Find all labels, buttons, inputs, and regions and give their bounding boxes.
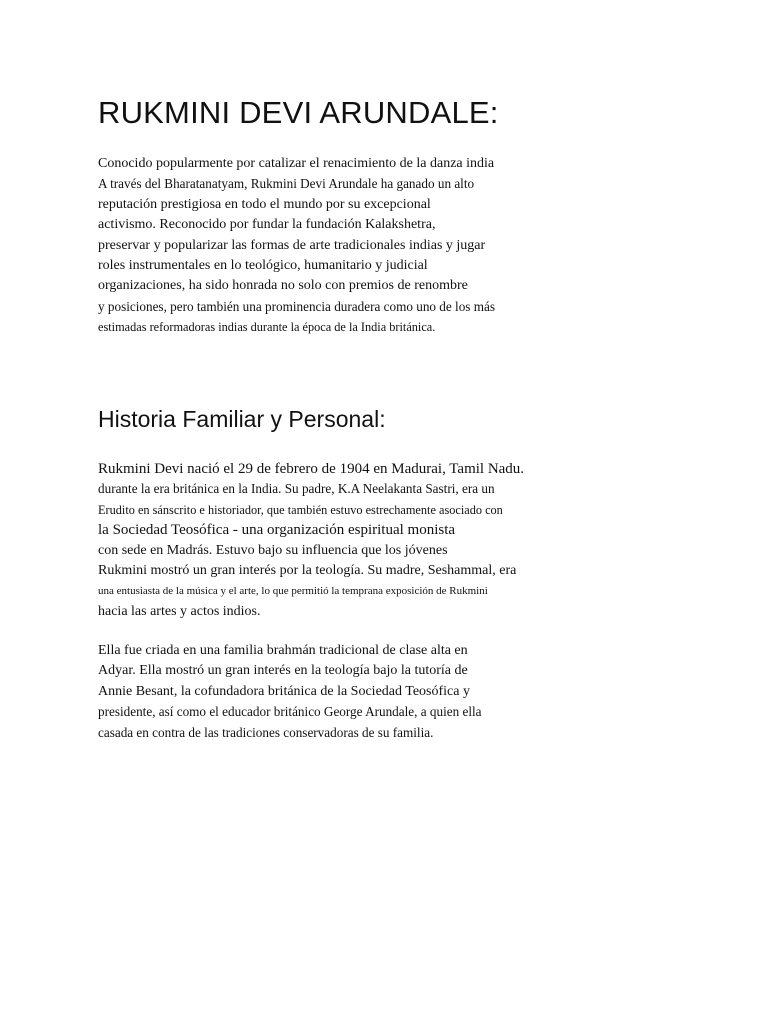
page-title: RUKMINI DEVI ARUNDALE: <box>98 95 499 130</box>
text-line: presidente, así como el educador británico George Arundale, a quien ella <box>98 704 482 720</box>
text-line: Annie Besant, la cofundadora británica de la Sociedad Teosófica y <box>98 683 470 699</box>
text-line: Rukmini Devi nació el 29 de febrero de 1904 en Madurai, Tamil Nadu. <box>98 461 525 477</box>
text-line: Adyar. Ella mostró un gran interés en la teología bajo la tutoría de <box>98 663 468 679</box>
text-line: y posiciones, pero también una prominencia duradera como uno de los más <box>98 298 495 314</box>
text-line: Erudito en sánscrito e historiador, que también estuvo estrechamente asociado con <box>98 502 503 517</box>
text-line: con sede en Madrás. Estuvo bajo su influencia que los jóvenes <box>98 542 448 558</box>
text-line: estimadas reformadoras indias durante la época de la India británica. <box>98 320 436 335</box>
text-line: casada en contra de las tradiciones conservadoras de su familia. <box>98 724 434 740</box>
text-line: una entusiasta de la música y el arte, lo que permitió la temprana exposición de Rukmini <box>98 585 488 598</box>
intro-paragraph <box>98 154 578 338</box>
text-line: organizaciones, ha sido honrada no solo con premios de renombre <box>98 278 468 294</box>
text-line: activismo. Reconocido por fundar la fundación Kalakshetra, <box>98 217 436 233</box>
text-line: hacia las artes y actos indios. <box>98 603 261 619</box>
text-line: preservar y popularizar las formas de arte tradicionales indias y jugar <box>98 237 486 253</box>
upbringing-paragraph <box>98 641 578 743</box>
family-paragraph <box>98 459 578 622</box>
text-line: A través del Bharatanatyam, Rukmini Devi Arundale ha ganado un alto <box>98 176 475 192</box>
text-line: Rukmini mostró un gran interés por la teología. Su madre, Seshammal, era <box>98 563 517 579</box>
text-line: Ella fue criada en una familia brahmán tradicional de clase alta en <box>98 643 468 658</box>
section-heading: Historia Familiar y Personal: <box>98 406 386 432</box>
text-line: roles instrumentales en lo teológico, humanitario y judicial <box>98 258 428 274</box>
text-line: durante la era británica en la India. Su padre, K.A Neelakanta Sastri, era un <box>98 481 495 497</box>
text-line: la Sociedad Teosófica - una organización espiritual monista <box>98 522 456 539</box>
text-line: reputación prestigiosa en todo el mundo por su excepcional <box>98 196 431 212</box>
text-line: Conocido popularmente por catalizar el renacimiento de la danza india <box>98 156 495 171</box>
